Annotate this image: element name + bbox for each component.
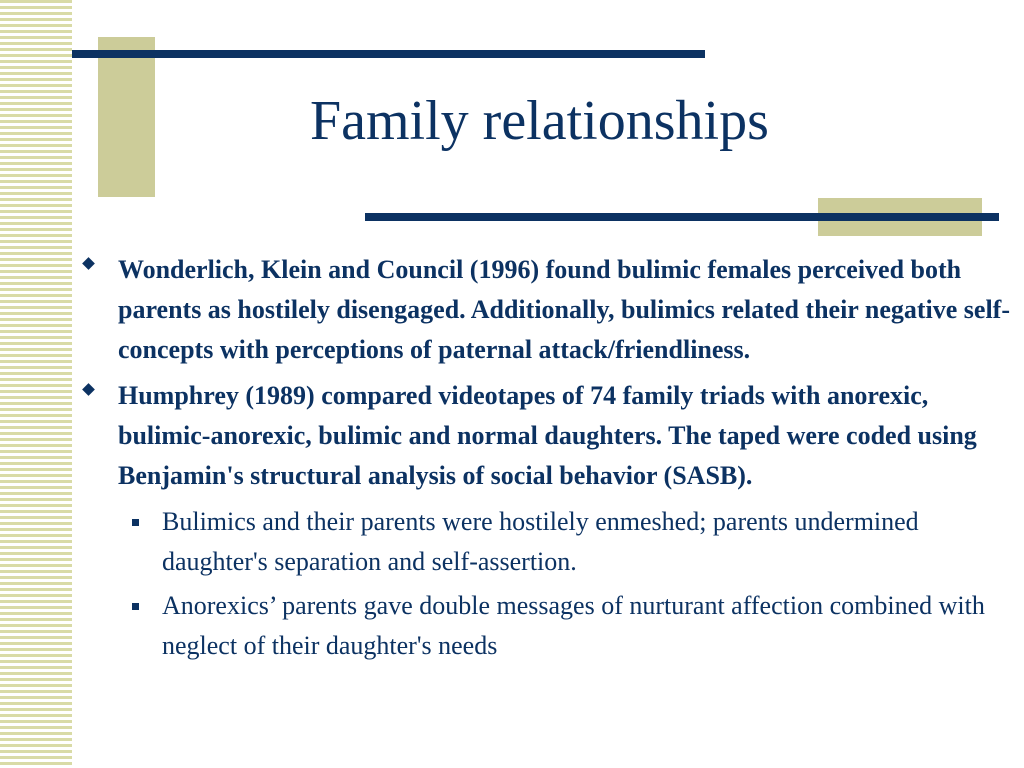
diamond-bullet-icon: [82, 383, 95, 396]
title-rule-top: [72, 50, 705, 58]
decorative-stripe-band: [0, 0, 72, 768]
sub-bullet-text: Anorexics’ parents gave double messages of nurturant affection combined with neglect of their daughter's needs: [162, 591, 985, 660]
bullet-item: [80, 376, 1020, 496]
sub-bullet-item: [80, 502, 1020, 582]
bullet-item: [80, 250, 1020, 370]
sub-bullet-text: Bulimics and their parents were hostilely enmeshed; parents undermined daughter's separation and self-assertion.: [162, 507, 919, 576]
slide-title: Family relationships: [310, 90, 769, 152]
title-rule-bottom: [365, 213, 999, 221]
bullet-text: Wonderlich, Klein and Council (1996) found bulimic females perceived both parents as hostilely disengaged. Additionally, bulimics related their negative self-concepts with perceptions of paternal attack/friendliness.: [118, 255, 1010, 364]
square-bullet-icon: [132, 519, 139, 526]
bullet-text: Humphrey (1989) compared videotapes of 74 family triads with anorexic, bulimic-anorexic, bulimic and normal daughters. The taped were coded using Benjamin's structural analysis of social behavior (SASB).: [118, 381, 977, 490]
sub-bullet-item: [80, 586, 1020, 666]
decorative-tan-block: [98, 37, 155, 197]
slide-body: [80, 250, 1020, 670]
square-bullet-icon: [132, 603, 139, 610]
diamond-bullet-icon: [82, 257, 95, 270]
